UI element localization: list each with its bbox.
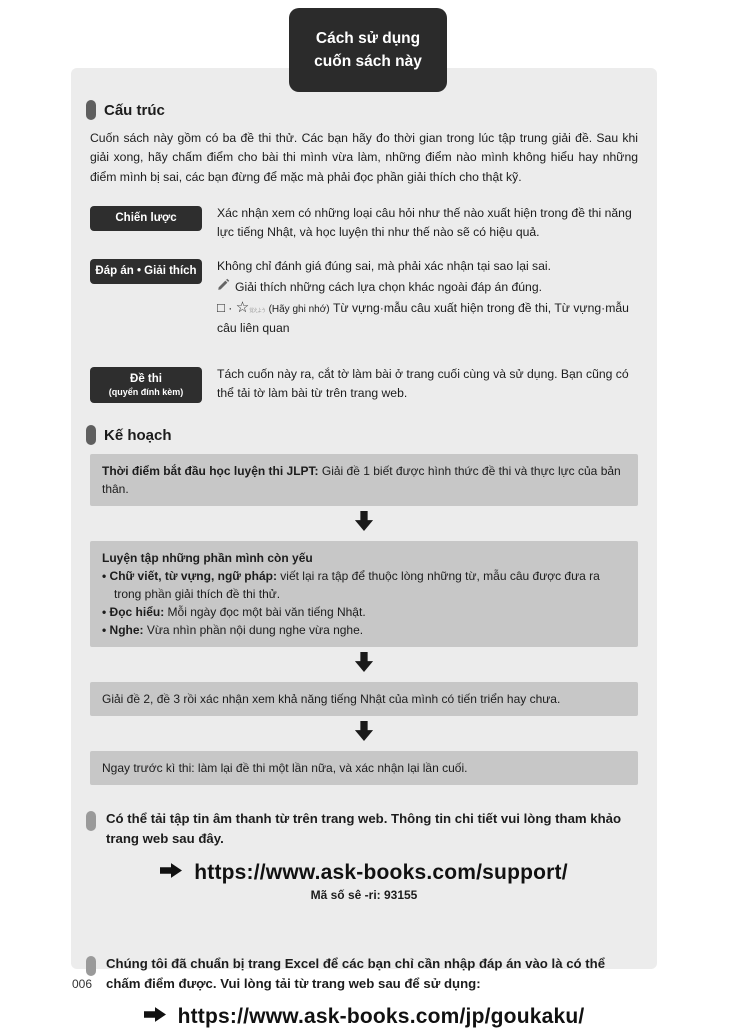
strategy-row xyxy=(90,204,638,242)
excel-url-row xyxy=(90,1005,638,1029)
plan-step2-bullet2: • Đọc hiểu: Mỗi ngày đọc một bài văn tiếng Nhật. xyxy=(102,605,366,620)
serial-number: Mã số sê -ri: 93155 xyxy=(310,887,418,902)
strategy-tag-label: Chiến lược xyxy=(115,211,177,224)
excel-download-note xyxy=(86,954,638,994)
plan-step2-title: Luyện tập những phần mình còn yếu xyxy=(102,551,313,566)
down-arrow-icon xyxy=(354,721,374,746)
flow-arrow xyxy=(90,721,638,746)
plan-step2-bullet1: • Chữ viết, từ vựng, ngữ pháp: viết lại ra tập để thuộc lòng những từ, mẫu câu được đưa ra trong phần giải thích đề thi thử. xyxy=(102,569,600,602)
answers-tag xyxy=(90,259,202,284)
audio-note-text: Có thể tải tập tin âm thanh từ trên trang web. Thông tin chi tiết vui lòng tham khảo trang web sau đây. xyxy=(106,811,622,847)
page-title-line2: cuốn sách này xyxy=(314,53,422,70)
audio-download-note xyxy=(86,809,638,849)
note-marker-icon xyxy=(86,811,96,831)
right-arrow-icon xyxy=(144,1006,166,1028)
flow-arrow xyxy=(90,511,638,536)
plan-step4-box: Ngay trước kì thi: làm lại đề thi một lần nữa, và xác nhận lại lần cuối. xyxy=(90,751,638,785)
plan-heading-label: Kế hoạch xyxy=(104,426,172,444)
answers-text-line2 xyxy=(217,278,638,297)
dot-separator: · xyxy=(228,301,233,316)
structure-intro: Cuốn sách này gồm có ba đề thi thử. Các bạn hãy đo thời gian trong lúc tập trung giải đề. Sau khi giải xong, hãy chấm điểm cho bài thi mình vừa làm, những điểm nào mình không hiểu hay những điểm mình bị sai, các bạn đừng để mặc mà phải đọc phần giải thích cho thật kỹ. xyxy=(90,131,638,184)
excel-url-link[interactable]: https://www.ask-books.com/jp/goukaku/ xyxy=(177,1005,585,1029)
note-marker-icon xyxy=(86,956,96,976)
answers-tag-line1: Đáp án • xyxy=(95,264,141,277)
strategy-tag xyxy=(90,206,202,231)
exam-tag-line1: Đề thi xyxy=(130,372,162,385)
audio-url-row xyxy=(90,861,638,885)
plan-step2-box xyxy=(90,541,638,647)
answers-tag-line2: Giải thích xyxy=(144,264,197,277)
down-arrow-icon xyxy=(354,652,374,677)
pencil-icon xyxy=(217,278,230,297)
heading-marker-icon xyxy=(86,100,96,120)
right-arrow-icon xyxy=(160,862,182,884)
exam-tag xyxy=(90,367,202,404)
plan-step1-lead: Thời điểm bắt đầu học luyện thi JLPT: xyxy=(102,464,319,479)
strategy-text: Xác nhận xem có những loại câu hỏi như thế nào xuất hiện trong đề thi năng lực tiếng Nhật, và học luyện thi như thế nào sẽ có hiệu quả. xyxy=(217,205,632,239)
answers-text-line3 xyxy=(217,298,638,337)
plan-step3-box: Giải đề 2, đề 3 rồi xác nhận xem khả năng tiếng Nhật của mình có tiến triển hay chưa. xyxy=(90,682,638,716)
answers-vocab-note: Từ vựng·mẫu câu xuất hiện trong đề thi, Từ vựng·mẫu câu liên quan xyxy=(217,301,629,335)
plan-step1-rest: Giải đề 1 biết được hình thức đề thi và thực lực của bản thân. xyxy=(102,464,621,497)
flow-arrow xyxy=(90,652,638,677)
structure-heading-label: Cấu trúc xyxy=(104,101,165,119)
excel-note-text: Chúng tôi đã chuẩn bị trang Excel để các bạn chỉ cần nhập đáp án vào là có thể chấm điểm được. Vui lòng tải từ trang web sau để sử dụng: xyxy=(106,955,606,991)
page-number: 006 xyxy=(72,977,93,991)
star-note: 覚えよう xyxy=(249,308,266,315)
page-title-line1: Cách sử dụng xyxy=(315,29,421,47)
answers-text xyxy=(217,257,638,350)
answers-text-line1: Không chỉ đánh giá đúng sai, mà phải xác nhận tại sao lại sai. xyxy=(217,258,552,273)
heading-marker-icon xyxy=(86,425,96,445)
answers-row xyxy=(90,257,638,350)
audio-url-link[interactable]: https://www.ask-books.com/support/ xyxy=(194,860,568,884)
down-arrow-icon xyxy=(354,511,374,536)
plan-step2-bullet3: • Nghe: Vừa nhìn phần nội dung nghe vừa nghe. xyxy=(102,623,364,638)
structure-heading xyxy=(86,100,638,120)
memo-label: (Hãy ghi nhớ) xyxy=(268,304,330,316)
plan-step1-box xyxy=(90,454,638,506)
exam-row xyxy=(90,365,638,404)
star-icon: ☆ xyxy=(235,299,250,317)
exam-text: Tách cuốn này ra, cắt tờ làm bài ở trang cuối cùng và sử dụng. Bạn cũng có thể tải tờ làm bài từ trên trang web. xyxy=(217,366,629,400)
plan-heading xyxy=(86,425,638,445)
answers-explain-note: Giải thích những cách lựa chọn khác ngoài đáp án đúng. xyxy=(235,279,542,294)
exam-tag-line2: (quyển đính kèm) xyxy=(108,386,184,397)
checkbox-icon: □ xyxy=(217,300,225,316)
page-title-badge xyxy=(289,8,447,92)
